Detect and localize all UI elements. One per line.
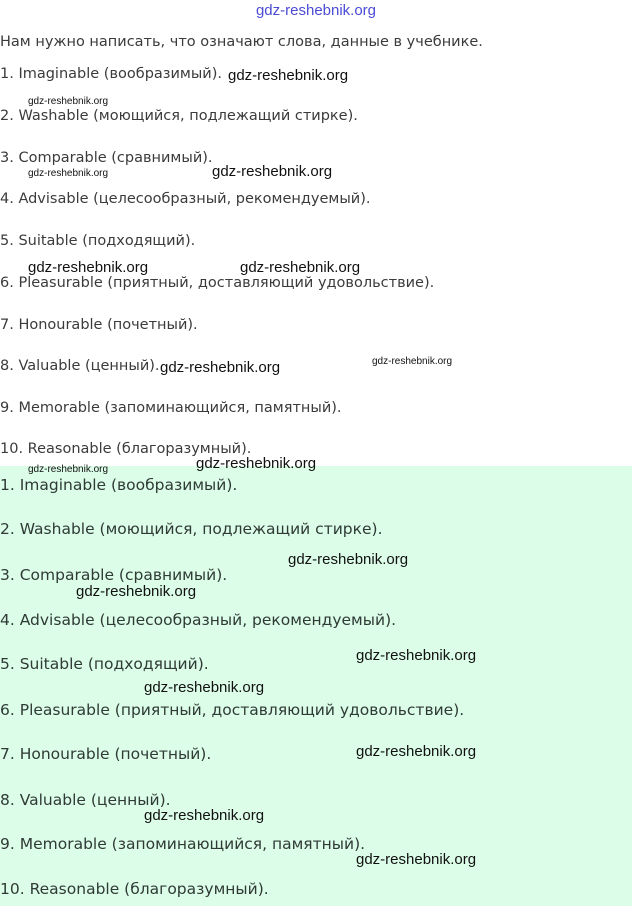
- list-item: 3. Comparable (сравнимый).: [0, 566, 228, 584]
- watermark: gdz-reshebnik.org: [212, 163, 333, 180]
- list-item: 1. Imaginable (вообразимый).: [0, 66, 222, 82]
- watermark: gdz-reshebnik.org: [76, 583, 197, 600]
- list-item: 6. Pleasurable (приятный, доставляющий удовольствие).: [0, 701, 465, 719]
- intro-text: Нам нужно написать, что означают слова, данные в учебнике.: [0, 34, 483, 50]
- list-item: 8. Valuable (ценный).: [0, 791, 171, 809]
- watermark: gdz-reshebnik.org: [144, 807, 265, 824]
- list-item: 5. Suitable (подходящий).: [0, 233, 196, 249]
- list-item: 10. Reasonable (благоразумный).: [0, 880, 269, 898]
- list-item: 2. Washable (моющийся, подлежащий стирке).: [0, 108, 358, 124]
- watermark: gdz-reshebnik.org: [372, 356, 453, 367]
- watermark: gdz-reshebnik.org: [28, 464, 109, 475]
- list-item: 7. Honourable (почетный).: [0, 745, 212, 763]
- list-item: 10. Reasonable (благоразумный).: [0, 441, 252, 457]
- list-item: 6. Pleasurable (приятный, доставляющий удовольствие).: [0, 275, 435, 291]
- watermark: gdz-reshebnik.org: [240, 259, 361, 276]
- watermark: gdz-reshebnik.org: [196, 455, 317, 472]
- list-item: 9. Memorable (запоминающийся, памятный).: [0, 400, 342, 416]
- list-item: 7. Honourable (почетный).: [0, 317, 198, 333]
- header-watermark: gdz-reshebnik.org: [255, 2, 377, 19]
- list-item: 2. Washable (моющийся, подлежащий стирке).: [0, 520, 383, 538]
- watermark: gdz-reshebnik.org: [160, 359, 281, 376]
- list-item: 1. Imaginable (вообразимый).: [0, 476, 238, 494]
- watermark: gdz-reshebnik.org: [28, 259, 149, 276]
- watermark: gdz-reshebnik.org: [356, 647, 477, 664]
- list-item: 8. Valuable (ценный).: [0, 358, 160, 374]
- list-item: 3. Comparable (сравнимый).: [0, 150, 213, 166]
- list-item: 4. Advisable (целесообразный, рекомендуемый).: [0, 191, 371, 207]
- watermark: gdz-reshebnik.org: [144, 679, 265, 696]
- watermark: gdz-reshebnik.org: [228, 67, 349, 84]
- watermark: gdz-reshebnik.org: [288, 551, 409, 568]
- watermark: gdz-reshebnik.org: [356, 851, 477, 868]
- list-item: 9. Memorable (запоминающийся, памятный).: [0, 835, 366, 853]
- watermark: gdz-reshebnik.org: [356, 743, 477, 760]
- list-item: 4. Advisable (целесообразный, рекомендуемый).: [0, 611, 397, 629]
- watermark: gdz-reshebnik.org: [28, 96, 109, 107]
- list-item: 5. Suitable (подходящий).: [0, 655, 209, 673]
- watermark: gdz-reshebnik.org: [28, 168, 109, 179]
